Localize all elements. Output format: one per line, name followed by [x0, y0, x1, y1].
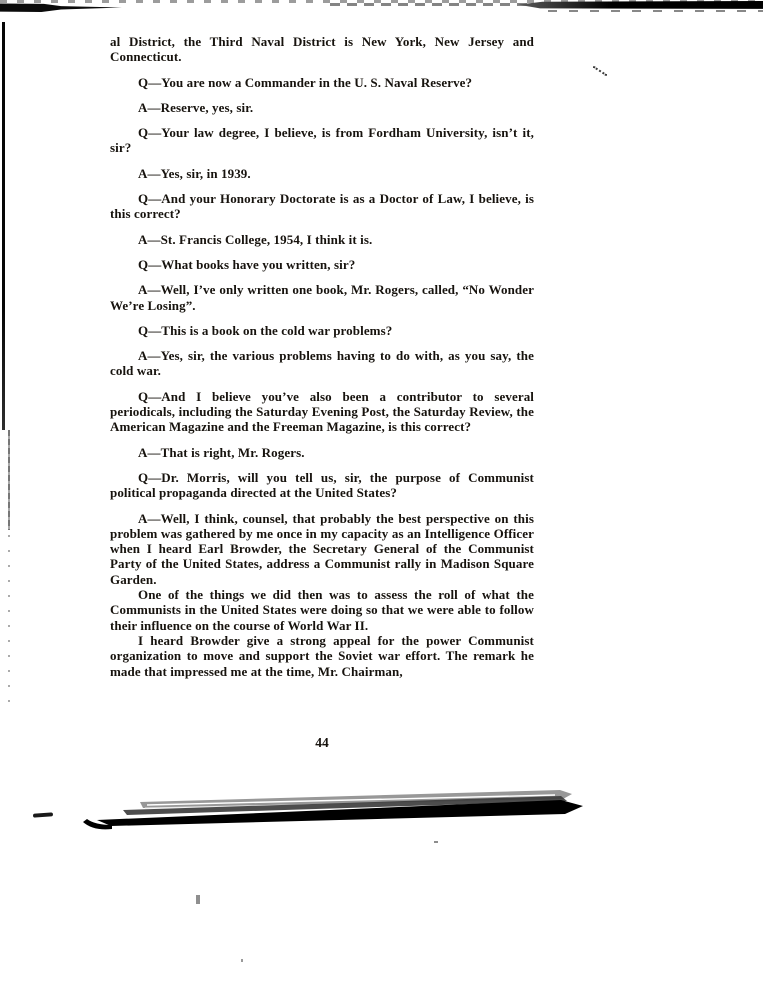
paragraph-question: Q—Your law degree, I believe, is from Fordham University, isn’t it, sir? — [110, 125, 534, 156]
paragraph-answer: A—Reserve, yes, sir. — [138, 99, 254, 115]
paragraph-answer: A—Well, I’ve only written one book, Mr. Rogers, called, “No Wonder We’re Losing”. — [110, 282, 534, 313]
scan-artifact-left-edge-specks — [8, 535, 10, 710]
scan-artifact-left-edge-line — [2, 22, 5, 430]
scan-artifact-top-right-band — [518, 1, 763, 10]
paragraph-answer: A—Well, I think, counsel, that probably the best perspective on this problem was gathered by me once in my capacity as an Intelligence Officer when I heard Earl Browder, the Secretary General of the Communist Party of the United States, address a Communist rally in Madison Square Garden. — [110, 510, 534, 587]
paragraph-answer: A—St. Francis College, 1954, I think it is. — [138, 231, 373, 247]
scan-artifact-left-edge-line-lower — [8, 430, 10, 530]
paragraph-continuation: al District, the Third Naval District is New York, New Jersey and Connecticut. — [110, 34, 534, 65]
page-number: 44 — [315, 735, 329, 750]
scan-artifact-stray-mark — [593, 66, 608, 76]
paragraph-answer: A—Yes, sir, in 1939. — [138, 165, 251, 181]
paragraph-answer-continuation: I heard Browder give a strong appeal for the power Communist organization to move and support the Soviet war effort. The remark he made that impressed me at the time, Mr. Chairman, — [110, 632, 534, 679]
scan-artifact-bottom-wedge — [15, 785, 590, 840]
paragraph-answer: A—That is right, Mr. Rogers. — [138, 444, 305, 460]
paragraph-question: Q—You are now a Commander in the U. S. Naval Reserve? — [138, 74, 473, 90]
paragraph-question: Q—Dr. Morris, will you tell us, sir, the purpose of Communist political propaganda directed at the United States? — [110, 469, 534, 501]
paragraph-answer-continuation: One of the things we did then was to assess the roll of what the Communists in the United States were doing so that we were able to follow their influence on the course of World War II. — [110, 587, 534, 633]
scan-artifact-speck — [196, 895, 200, 904]
scan-artifact-top-mid-line — [330, 3, 550, 6]
transcript-text-block — [110, 34, 534, 679]
scan-artifact-speck — [434, 841, 438, 843]
paragraph-question: Q—And I believe you’ve also been a contributor to several periodicals, including the Saturday Evening Post, the Saturday Review, the American Magazine and the Freeman Magazine, is this correct? — [110, 388, 534, 435]
scan-artifact-top-right-dashes — [548, 10, 763, 12]
paragraph-question: Q—What books have you written, sir? — [138, 256, 356, 272]
scan-artifact-speck — [241, 959, 243, 962]
paragraph-question: Q—This is a book on the cold war problems? — [138, 322, 393, 338]
paragraph-answer: A—Yes, sir, the various problems having to do with, as you say, the cold war. — [110, 348, 534, 379]
scan-artifact-top-left-blob — [0, 3, 122, 12]
paragraph-question: Q—And your Honorary Doctorate is as a Doctor of Law, I believe, is this correct? — [110, 191, 534, 222]
